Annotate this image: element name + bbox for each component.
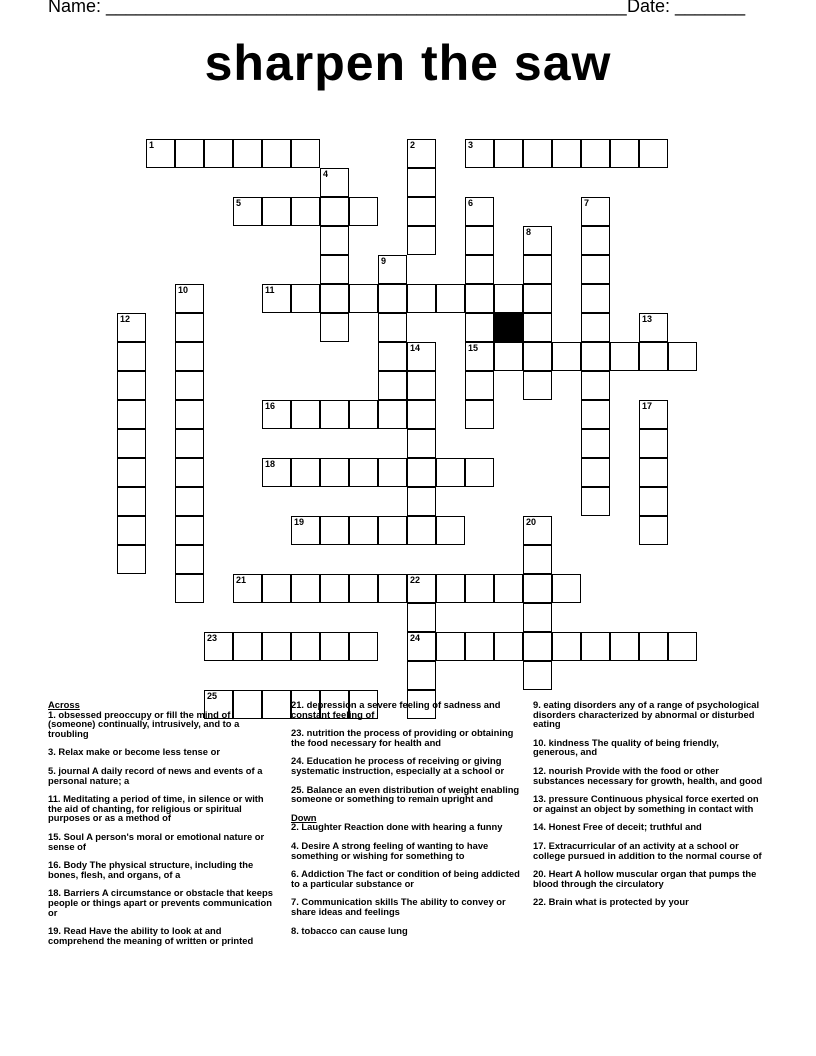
crossword-cell[interactable] xyxy=(117,371,146,400)
clue-number: 1 xyxy=(149,140,155,150)
clue-text: 7. Communication skills The ability to convey or share ideas and feelings xyxy=(291,896,506,917)
crossword-cell[interactable] xyxy=(117,400,146,429)
clue-text: 13. pressure Continuous physical force exerted on or against an object by something in contact with xyxy=(533,793,759,814)
clue-text: 21. depression a severe feeling of sadness and constant feeling of xyxy=(291,699,501,720)
crossword-cell[interactable] xyxy=(117,429,146,458)
crossword-cell[interactable] xyxy=(175,139,204,168)
crossword-cell[interactable] xyxy=(523,313,552,342)
clue-text: 14. Honest Free of deceit; truthful and xyxy=(533,821,702,833)
crossword-cell[interactable] xyxy=(523,574,552,603)
crossword-cell[interactable] xyxy=(204,632,233,661)
crossword-cell[interactable] xyxy=(581,371,610,400)
crossword-cell[interactable] xyxy=(407,371,436,400)
clues-column-1 xyxy=(48,700,278,954)
clue-number: 15 xyxy=(468,343,479,353)
crossword-cell[interactable] xyxy=(291,516,320,545)
crossword-cell[interactable] xyxy=(581,197,610,226)
crossword-cell[interactable] xyxy=(291,400,320,429)
clues-column-2 xyxy=(291,700,521,944)
clue-text: 17. Extracurricular of an activity at a school or college pursued in addition to the normal course of xyxy=(533,839,762,861)
crossword-cell[interactable] xyxy=(436,632,465,661)
clue-number: 4 xyxy=(323,169,329,179)
crossword-cell[interactable] xyxy=(610,632,639,661)
crossword-cell[interactable] xyxy=(378,255,407,284)
clue-number: 17 xyxy=(642,401,653,411)
clue-number: 12 xyxy=(120,314,131,324)
crossword-cell[interactable] xyxy=(465,197,494,226)
crossword-cell[interactable] xyxy=(349,516,378,545)
crossword-cell[interactable] xyxy=(262,139,291,168)
clue-text: 19. Read Have the ability to look at and comprehend the meaning of written or printed xyxy=(48,925,254,946)
crossword-cell[interactable] xyxy=(320,574,349,603)
clue-number: 22 xyxy=(410,575,421,585)
crossword-cell[interactable] xyxy=(465,284,494,313)
crossword-cell[interactable] xyxy=(552,342,581,371)
clue-text: 11. Meditating a period of time, in silence or with the aid of chanting, for religious or spiritual purposes or as a method of xyxy=(48,793,264,824)
crossword-cell[interactable] xyxy=(291,458,320,487)
crossword-cell[interactable] xyxy=(407,284,436,313)
clue-text: 18. Barriers A circumstance or obstacle that keeps people or things apart or prevents communication or xyxy=(48,887,273,918)
crossword-cell[interactable] xyxy=(349,400,378,429)
crossword-cell[interactable] xyxy=(320,516,349,545)
crossword-cell[interactable] xyxy=(581,226,610,255)
crossword-cell[interactable] xyxy=(436,458,465,487)
crossword-cell[interactable] xyxy=(262,574,291,603)
crossword-cell[interactable] xyxy=(639,516,668,545)
clue-number: 2 xyxy=(410,140,416,150)
crossword-cell[interactable] xyxy=(378,458,407,487)
crossword-cell[interactable] xyxy=(639,458,668,487)
crossword-cell[interactable] xyxy=(465,255,494,284)
crossword-cell[interactable] xyxy=(668,632,697,661)
crossword-cell[interactable] xyxy=(233,139,262,168)
crossword-cell[interactable] xyxy=(407,574,436,603)
crossword-cell[interactable] xyxy=(494,342,523,371)
crossword-cell[interactable] xyxy=(523,139,552,168)
crossword-cell[interactable] xyxy=(233,632,262,661)
crossword-cell[interactable] xyxy=(349,197,378,226)
crossword-cell[interactable] xyxy=(523,371,552,400)
crossword-cell[interactable] xyxy=(523,342,552,371)
crossword-cell[interactable] xyxy=(320,632,349,661)
crossword-cell[interactable] xyxy=(320,255,349,284)
clues-column-3 xyxy=(533,700,763,916)
crossword-cell[interactable] xyxy=(175,458,204,487)
name-field-label: Name: ____________________________________________________ xyxy=(48,0,627,16)
crossword-cell[interactable] xyxy=(523,226,552,255)
crossword-cell[interactable] xyxy=(523,603,552,632)
crossword-cell[interactable] xyxy=(494,284,523,313)
crossword-cell[interactable] xyxy=(175,516,204,545)
crossword-cell[interactable] xyxy=(523,516,552,545)
crossword-cell[interactable] xyxy=(146,139,175,168)
crossword-cell[interactable] xyxy=(320,168,349,197)
crossword-cell[interactable] xyxy=(378,313,407,342)
crossword-cell[interactable] xyxy=(552,139,581,168)
crossword-cell[interactable] xyxy=(465,313,494,342)
crossword-cell[interactable] xyxy=(175,574,204,603)
crossword-cell[interactable] xyxy=(581,313,610,342)
crossword-cell[interactable] xyxy=(494,574,523,603)
clue-text: 25. Balance an even distribution of weight enabling someone or something to remain upright and xyxy=(291,783,520,805)
crossword-cell[interactable] xyxy=(581,284,610,313)
clue-text: 6. Addiction The fact or condition of being addicted to a particular substance or xyxy=(291,868,520,889)
clue-text: 3. Relax make or become less tense or xyxy=(48,746,220,758)
clue-text: 5. journal A daily record of news and events of a personal nature; a xyxy=(48,764,263,786)
crossword-cell[interactable] xyxy=(523,284,552,313)
crossword-cell[interactable] xyxy=(320,226,349,255)
clue-text: 10. kindness The quality of being friendly, generous, and xyxy=(533,736,719,758)
crossword-cell[interactable] xyxy=(175,371,204,400)
crossword-cell[interactable] xyxy=(436,516,465,545)
crossword-cell[interactable] xyxy=(407,168,436,197)
crossword-cell[interactable] xyxy=(117,516,146,545)
clue-section-heading: Down xyxy=(291,811,317,823)
crossword-cell[interactable] xyxy=(465,400,494,429)
crossword-cell[interactable] xyxy=(465,139,494,168)
clue-number: 19 xyxy=(294,517,305,527)
crossword-cell[interactable] xyxy=(291,574,320,603)
crossword-cell[interactable] xyxy=(523,255,552,284)
crossword-cell[interactable] xyxy=(639,139,668,168)
clue-number: 23 xyxy=(207,633,218,643)
crossword-cell[interactable] xyxy=(465,371,494,400)
crossword-cell[interactable] xyxy=(320,197,349,226)
crossword-cell[interactable] xyxy=(407,603,436,632)
clue-number: 18 xyxy=(265,459,276,469)
crossword-cell[interactable] xyxy=(378,371,407,400)
clue-number: 3 xyxy=(468,140,474,150)
crossword-cell[interactable] xyxy=(407,661,436,690)
crossword-cell[interactable] xyxy=(349,574,378,603)
crossword-cell[interactable] xyxy=(407,516,436,545)
crossword-cell[interactable] xyxy=(639,400,668,429)
crossword-cell[interactable] xyxy=(175,545,204,574)
clue-number: 8 xyxy=(526,227,532,237)
clue-text: 20. Heart A hollow muscular organ that pumps the blood through the circulatory xyxy=(533,868,757,889)
crossword-cell[interactable] xyxy=(117,458,146,487)
crossword-cell[interactable] xyxy=(523,661,552,690)
clue-number: 14 xyxy=(410,343,421,353)
crossword-cell[interactable] xyxy=(117,545,146,574)
crossword-cell[interactable] xyxy=(233,197,262,226)
clue-number: 13 xyxy=(642,314,653,324)
crossword-cell[interactable] xyxy=(639,487,668,516)
crossword-cell[interactable] xyxy=(407,226,436,255)
crossword-cell[interactable] xyxy=(552,632,581,661)
clue-text: 15. Soul A person's moral or emotional nature or sense of xyxy=(48,830,265,852)
crossword-cell[interactable] xyxy=(610,342,639,371)
crossword-cell[interactable] xyxy=(581,458,610,487)
crossword-cell[interactable] xyxy=(233,574,262,603)
crossword-cell[interactable] xyxy=(639,429,668,458)
crossword-cell[interactable] xyxy=(436,574,465,603)
crossword-cell[interactable] xyxy=(465,342,494,371)
blocked-cell xyxy=(494,313,523,342)
clue-number: 10 xyxy=(178,285,189,295)
crossword-cell[interactable] xyxy=(117,313,146,342)
crossword-cell[interactable] xyxy=(523,632,552,661)
crossword-cell[interactable] xyxy=(407,400,436,429)
crossword-cell[interactable] xyxy=(465,574,494,603)
crossword-cell[interactable] xyxy=(291,284,320,313)
crossword-cell[interactable] xyxy=(465,632,494,661)
clue-number: 11 xyxy=(265,285,275,295)
clue-number: 9 xyxy=(381,256,387,266)
clue-number: 21 xyxy=(236,575,247,585)
crossword-cell[interactable] xyxy=(349,284,378,313)
crossword-cell[interactable] xyxy=(291,632,320,661)
crossword-cell[interactable] xyxy=(465,458,494,487)
crossword-cell[interactable] xyxy=(117,487,146,516)
crossword-cell[interactable] xyxy=(378,516,407,545)
crossword-cell[interactable] xyxy=(117,342,146,371)
crossword-cell[interactable] xyxy=(581,400,610,429)
clue-text: 9. eating disorders any of a range of psychological disorders characterized by abnormal or disturbed eating xyxy=(533,699,760,730)
crossword-cell[interactable] xyxy=(320,400,349,429)
clue-number: 20 xyxy=(526,517,537,527)
crossword-cell[interactable] xyxy=(262,400,291,429)
crossword-cell[interactable] xyxy=(407,197,436,226)
crossword-cell[interactable] xyxy=(175,400,204,429)
clue-section-heading: Across xyxy=(48,699,80,710)
crossword-cell[interactable] xyxy=(175,429,204,458)
crossword-cell[interactable] xyxy=(639,632,668,661)
crossword-cell[interactable] xyxy=(581,255,610,284)
page-title: sharpen the saw xyxy=(204,35,612,91)
crossword-cell[interactable] xyxy=(175,284,204,313)
crossword-cell[interactable] xyxy=(378,574,407,603)
clue-text: 8. tobacco can cause lung xyxy=(291,924,408,936)
crossword-cell[interactable] xyxy=(581,342,610,371)
crossword-cell[interactable] xyxy=(407,429,436,458)
crossword-cell[interactable] xyxy=(581,632,610,661)
crossword-cell[interactable] xyxy=(581,139,610,168)
crossword-cell[interactable] xyxy=(320,313,349,342)
crossword-cell[interactable] xyxy=(320,284,349,313)
clue-number: 5 xyxy=(236,198,242,208)
clue-text: 16. Body The physical structure, including the bones, flesh, and organs, of a xyxy=(48,859,254,880)
crossword-cell[interactable] xyxy=(494,632,523,661)
crossword-cell[interactable] xyxy=(668,342,697,371)
crossword-cell[interactable] xyxy=(378,284,407,313)
crossword-cell[interactable] xyxy=(291,139,320,168)
crossword-cell[interactable] xyxy=(262,284,291,313)
crossword-cell[interactable] xyxy=(552,574,581,603)
crossword-cell[interactable] xyxy=(204,139,233,168)
crossword-cell[interactable] xyxy=(262,197,291,226)
clue-text: 12. nourish Provide with the food or other substances necessary for growth, health, and good xyxy=(533,764,763,786)
crossword-cell[interactable] xyxy=(378,342,407,371)
crossword-cell[interactable] xyxy=(523,545,552,574)
crossword-cell[interactable] xyxy=(581,429,610,458)
crossword-cell[interactable] xyxy=(349,458,378,487)
crossword-cell[interactable] xyxy=(262,458,291,487)
clue-text: 22. Brain what is protected by your xyxy=(533,896,689,908)
clue-number: 16 xyxy=(265,401,276,411)
crossword-cell[interactable] xyxy=(610,139,639,168)
date-field-label: Date: _______ xyxy=(627,0,746,16)
crossword-cell[interactable] xyxy=(407,632,436,661)
clue-number: 24 xyxy=(410,633,421,643)
clue-number: 7 xyxy=(584,198,590,208)
crossword-cell[interactable] xyxy=(407,342,436,371)
crossword-cell[interactable] xyxy=(639,313,668,342)
crossword-cell[interactable] xyxy=(581,487,610,516)
crossword-cell[interactable] xyxy=(436,284,465,313)
clue-text: 1. obsessed preoccupy or fill the mind of (someone) continually, intrusively, and to a troubling xyxy=(48,708,240,739)
crossword-cell[interactable] xyxy=(175,487,204,516)
crossword-cell[interactable] xyxy=(407,487,436,516)
crossword-cell[interactable] xyxy=(639,342,668,371)
crossword-cell[interactable] xyxy=(291,197,320,226)
crossword-cell[interactable] xyxy=(494,139,523,168)
crossword-cell[interactable] xyxy=(320,458,349,487)
crossword-cell[interactable] xyxy=(407,458,436,487)
clue-text: 2. Laughter Reaction done with hearing a funny xyxy=(291,821,503,833)
clue-text: 23. nutrition the process of providing or obtaining the food necessary for health and xyxy=(291,727,514,748)
crossword-cell[interactable] xyxy=(407,139,436,168)
clue-text: 4. Desire A strong feeling of wanting to have something or wishing for something to xyxy=(291,839,489,861)
crossword-cell[interactable] xyxy=(175,313,204,342)
crossword-cell[interactable] xyxy=(465,226,494,255)
crossword-cell[interactable] xyxy=(349,632,378,661)
clue-number: 6 xyxy=(468,198,474,208)
crossword-cell[interactable] xyxy=(175,342,204,371)
crossword-cell[interactable] xyxy=(262,632,291,661)
crossword-cell[interactable] xyxy=(378,400,407,429)
clue-text: 24. Education he process of receiving or giving systematic instruction, especially at a school or xyxy=(291,755,505,776)
clue-number: 25 xyxy=(207,691,218,701)
